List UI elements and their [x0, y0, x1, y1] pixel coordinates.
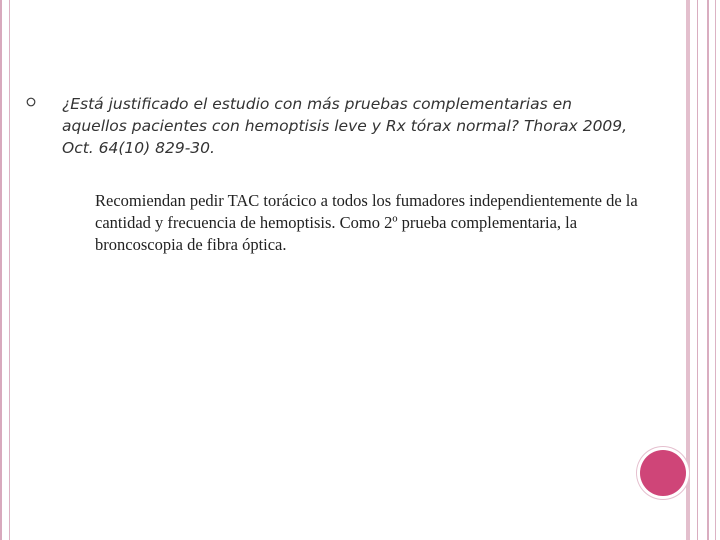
right-border-line: [707, 0, 709, 540]
decorative-circle: [640, 450, 686, 496]
right-border-band: [686, 0, 690, 540]
left-border-line: [0, 0, 2, 540]
right-border-line: [697, 0, 698, 540]
hollow-circle-bullet-icon: [26, 97, 36, 107]
bullet-text-recommendation: Recomiendan pedir TAC torácico a todos los fumadores independientemente de la cantidad y frecuencia de hemoptisis. Como 2º prueba complementaria, la broncoscopia de fibra óptica.: [95, 191, 638, 254]
right-border-line: [715, 0, 716, 540]
left-border-line-inner: [9, 0, 10, 540]
bullet-text-question: ¿Está justificado el estudio con más pruebas complementarias en aquellos pacientes con hemoptisis leve y Rx tórax normal? Thorax 2009, Oct. 64(10) 829-30.: [62, 95, 628, 157]
